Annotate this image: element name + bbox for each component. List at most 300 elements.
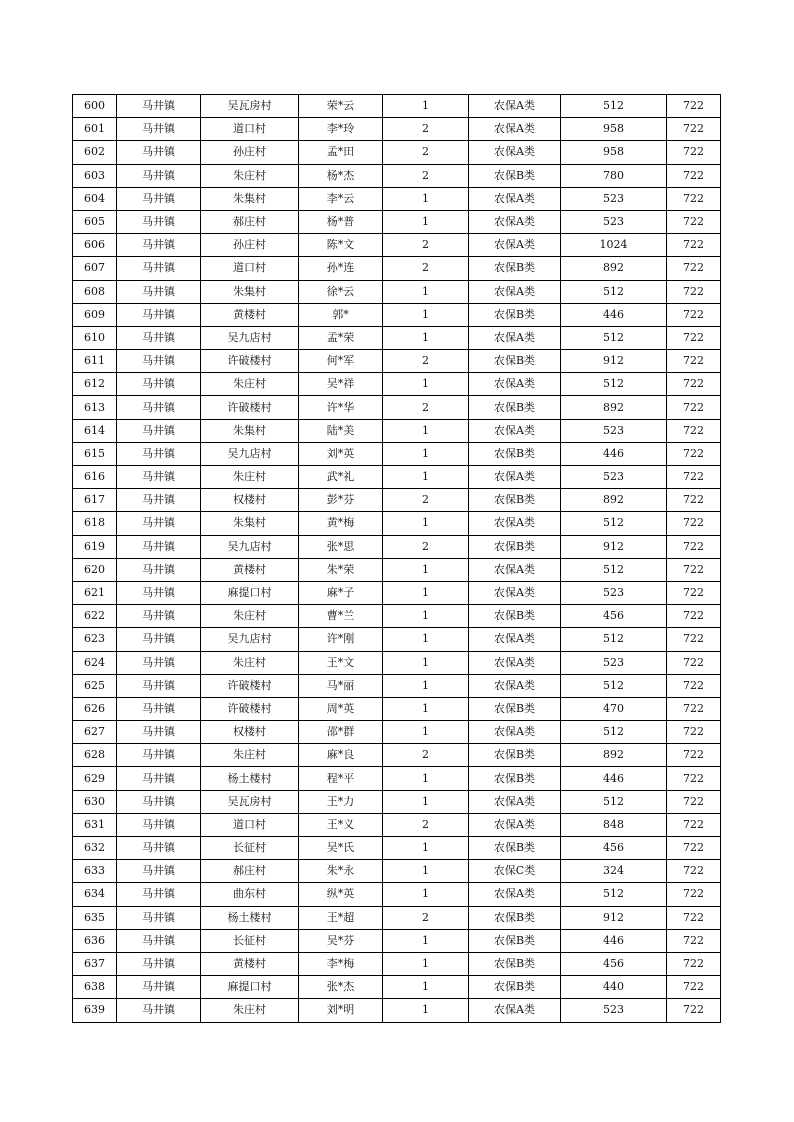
table-row [73, 442, 721, 465]
standard-cell: 722 [667, 697, 721, 720]
village-cell: 杨土楼村 [201, 767, 299, 790]
standard-cell: 722 [667, 326, 721, 349]
row-number-cell: 624 [73, 651, 117, 674]
category-cell: 农保A类 [469, 234, 561, 257]
table-row [73, 790, 721, 813]
village-cell: 权楼村 [201, 489, 299, 512]
category-cell: 农保B类 [469, 744, 561, 767]
village-cell: 朱庄村 [201, 466, 299, 489]
table-row [73, 141, 721, 164]
town-cell: 马井镇 [117, 95, 201, 118]
count-cell: 1 [383, 860, 469, 883]
town-cell: 马井镇 [117, 906, 201, 929]
town-cell: 马井镇 [117, 860, 201, 883]
count-cell: 1 [383, 605, 469, 628]
count-cell: 2 [383, 141, 469, 164]
name-cell: 王*义 [299, 813, 383, 836]
row-number-cell: 637 [73, 952, 117, 975]
count-cell: 1 [383, 976, 469, 999]
table-row [73, 837, 721, 860]
village-cell: 曲东村 [201, 883, 299, 906]
amount-cell: 848 [561, 813, 667, 836]
village-cell: 杨土楼村 [201, 906, 299, 929]
category-cell: 农保A类 [469, 187, 561, 210]
table-row [73, 489, 721, 512]
table-row [73, 95, 721, 118]
count-cell: 1 [383, 674, 469, 697]
table-row [73, 813, 721, 836]
category-cell: 农保B类 [469, 906, 561, 929]
town-cell: 马井镇 [117, 350, 201, 373]
amount-cell: 892 [561, 257, 667, 280]
category-cell: 农保B类 [469, 303, 561, 326]
category-cell: 农保C类 [469, 860, 561, 883]
standard-cell: 722 [667, 860, 721, 883]
village-cell: 吴九店村 [201, 628, 299, 651]
row-number-cell: 609 [73, 303, 117, 326]
row-number-cell: 622 [73, 605, 117, 628]
town-cell: 马井镇 [117, 605, 201, 628]
standard-cell: 722 [667, 257, 721, 280]
count-cell: 1 [383, 697, 469, 720]
amount-cell: 512 [561, 512, 667, 535]
category-cell: 农保A类 [469, 790, 561, 813]
standard-cell: 722 [667, 929, 721, 952]
amount-cell: 456 [561, 952, 667, 975]
standard-cell: 722 [667, 581, 721, 604]
village-cell: 朱庄村 [201, 651, 299, 674]
village-cell: 朱集村 [201, 187, 299, 210]
amount-cell: 1024 [561, 234, 667, 257]
count-cell: 2 [383, 257, 469, 280]
table-row [73, 326, 721, 349]
village-cell: 郝庄村 [201, 210, 299, 233]
row-number-cell: 619 [73, 535, 117, 558]
row-number-cell: 625 [73, 674, 117, 697]
category-cell: 农保B类 [469, 605, 561, 628]
standard-cell: 722 [667, 419, 721, 442]
row-number-cell: 623 [73, 628, 117, 651]
category-cell: 农保A类 [469, 419, 561, 442]
count-cell: 2 [383, 234, 469, 257]
town-cell: 马井镇 [117, 976, 201, 999]
table-row [73, 558, 721, 581]
category-cell: 农保B类 [469, 767, 561, 790]
name-cell: 王*超 [299, 906, 383, 929]
table-row [73, 952, 721, 975]
town-cell: 马井镇 [117, 929, 201, 952]
category-cell: 农保A类 [469, 373, 561, 396]
village-cell: 麻提口村 [201, 581, 299, 604]
category-cell: 农保A类 [469, 512, 561, 535]
table-row [73, 860, 721, 883]
village-cell: 许破楼村 [201, 350, 299, 373]
amount-cell: 446 [561, 442, 667, 465]
village-cell: 道口村 [201, 118, 299, 141]
name-cell: 朱*永 [299, 860, 383, 883]
name-cell: 程*平 [299, 767, 383, 790]
village-cell: 吴九店村 [201, 326, 299, 349]
table-row [73, 466, 721, 489]
category-cell: 农保B类 [469, 535, 561, 558]
count-cell: 1 [383, 883, 469, 906]
town-cell: 马井镇 [117, 535, 201, 558]
table-row [73, 674, 721, 697]
table-row [73, 628, 721, 651]
table-row [73, 929, 721, 952]
count-cell: 1 [383, 187, 469, 210]
count-cell: 2 [383, 118, 469, 141]
standard-cell: 722 [667, 721, 721, 744]
category-cell: 农保A类 [469, 326, 561, 349]
name-cell: 孙*连 [299, 257, 383, 280]
name-cell: 陆*美 [299, 419, 383, 442]
count-cell: 1 [383, 95, 469, 118]
row-number-cell: 614 [73, 419, 117, 442]
count-cell: 1 [383, 419, 469, 442]
row-number-cell: 638 [73, 976, 117, 999]
town-cell: 马井镇 [117, 883, 201, 906]
amount-cell: 512 [561, 674, 667, 697]
village-cell: 吴九店村 [201, 442, 299, 465]
town-cell: 马井镇 [117, 999, 201, 1022]
count-cell: 1 [383, 442, 469, 465]
amount-cell: 456 [561, 605, 667, 628]
standard-cell: 722 [667, 651, 721, 674]
count-cell: 2 [383, 535, 469, 558]
town-cell: 马井镇 [117, 581, 201, 604]
table-row [73, 373, 721, 396]
count-cell: 2 [383, 396, 469, 419]
amount-cell: 456 [561, 837, 667, 860]
village-cell: 黄楼村 [201, 558, 299, 581]
count-cell: 1 [383, 721, 469, 744]
name-cell: 李*梅 [299, 952, 383, 975]
row-number-cell: 635 [73, 906, 117, 929]
table-row [73, 419, 721, 442]
table-row [73, 581, 721, 604]
amount-cell: 512 [561, 883, 667, 906]
table-row [73, 512, 721, 535]
amount-cell: 912 [561, 535, 667, 558]
standard-cell: 722 [667, 303, 721, 326]
count-cell: 1 [383, 790, 469, 813]
village-cell: 朱集村 [201, 280, 299, 303]
count-cell: 1 [383, 512, 469, 535]
count-cell: 2 [383, 489, 469, 512]
amount-cell: 912 [561, 350, 667, 373]
village-cell: 朱庄村 [201, 605, 299, 628]
town-cell: 马井镇 [117, 558, 201, 581]
name-cell: 荣*云 [299, 95, 383, 118]
row-number-cell: 627 [73, 721, 117, 744]
table-row [73, 118, 721, 141]
town-cell: 马井镇 [117, 837, 201, 860]
row-number-cell: 616 [73, 466, 117, 489]
records-table-body [73, 95, 721, 1023]
amount-cell: 512 [561, 628, 667, 651]
count-cell: 1 [383, 326, 469, 349]
table-row [73, 651, 721, 674]
name-cell: 吴*芬 [299, 929, 383, 952]
amount-cell: 958 [561, 118, 667, 141]
table-row [73, 280, 721, 303]
town-cell: 马井镇 [117, 721, 201, 744]
count-cell: 1 [383, 303, 469, 326]
village-cell: 吴瓦房村 [201, 790, 299, 813]
count-cell: 1 [383, 628, 469, 651]
town-cell: 马井镇 [117, 303, 201, 326]
table-row [73, 976, 721, 999]
standard-cell: 722 [667, 512, 721, 535]
standard-cell: 722 [667, 95, 721, 118]
count-cell: 2 [383, 744, 469, 767]
table-row [73, 234, 721, 257]
category-cell: 农保A类 [469, 883, 561, 906]
name-cell: 刘*明 [299, 999, 383, 1022]
table-row [73, 697, 721, 720]
village-cell: 朱庄村 [201, 999, 299, 1022]
count-cell: 1 [383, 929, 469, 952]
standard-cell: 722 [667, 350, 721, 373]
amount-cell: 523 [561, 187, 667, 210]
amount-cell: 523 [561, 419, 667, 442]
village-cell: 孙庄村 [201, 234, 299, 257]
standard-cell: 722 [667, 489, 721, 512]
amount-cell: 446 [561, 929, 667, 952]
standard-cell: 722 [667, 396, 721, 419]
village-cell: 道口村 [201, 813, 299, 836]
row-number-cell: 621 [73, 581, 117, 604]
name-cell: 马*丽 [299, 674, 383, 697]
name-cell: 何*军 [299, 350, 383, 373]
amount-cell: 512 [561, 721, 667, 744]
village-cell: 长征村 [201, 929, 299, 952]
name-cell: 麻*子 [299, 581, 383, 604]
records-table [72, 94, 721, 1023]
town-cell: 马井镇 [117, 419, 201, 442]
amount-cell: 523 [561, 999, 667, 1022]
row-number-cell: 604 [73, 187, 117, 210]
table-row [73, 303, 721, 326]
category-cell: 农保B类 [469, 697, 561, 720]
category-cell: 农保B类 [469, 164, 561, 187]
category-cell: 农保B类 [469, 837, 561, 860]
table-row [73, 535, 721, 558]
village-cell: 长征村 [201, 837, 299, 860]
town-cell: 马井镇 [117, 396, 201, 419]
category-cell: 农保A类 [469, 210, 561, 233]
row-number-cell: 626 [73, 697, 117, 720]
table-row [73, 906, 721, 929]
row-number-cell: 600 [73, 95, 117, 118]
village-cell: 朱庄村 [201, 164, 299, 187]
amount-cell: 512 [561, 280, 667, 303]
row-number-cell: 634 [73, 883, 117, 906]
standard-cell: 722 [667, 837, 721, 860]
amount-cell: 446 [561, 303, 667, 326]
amount-cell: 958 [561, 141, 667, 164]
town-cell: 马井镇 [117, 164, 201, 187]
name-cell: 朱*荣 [299, 558, 383, 581]
category-cell: 农保A类 [469, 466, 561, 489]
amount-cell: 440 [561, 976, 667, 999]
row-number-cell: 628 [73, 744, 117, 767]
name-cell: 陈*文 [299, 234, 383, 257]
village-cell: 孙庄村 [201, 141, 299, 164]
standard-cell: 722 [667, 883, 721, 906]
count-cell: 1 [383, 558, 469, 581]
town-cell: 马井镇 [117, 651, 201, 674]
table-row [73, 164, 721, 187]
standard-cell: 722 [667, 976, 721, 999]
amount-cell: 523 [561, 581, 667, 604]
row-number-cell: 612 [73, 373, 117, 396]
table-row [73, 883, 721, 906]
row-number-cell: 617 [73, 489, 117, 512]
standard-cell: 722 [667, 466, 721, 489]
name-cell: 王*文 [299, 651, 383, 674]
town-cell: 马井镇 [117, 466, 201, 489]
standard-cell: 722 [667, 558, 721, 581]
row-number-cell: 611 [73, 350, 117, 373]
category-cell: 农保B类 [469, 976, 561, 999]
town-cell: 马井镇 [117, 512, 201, 535]
amount-cell: 512 [561, 790, 667, 813]
village-cell: 许破楼村 [201, 697, 299, 720]
amount-cell: 892 [561, 489, 667, 512]
category-cell: 农保A类 [469, 813, 561, 836]
name-cell: 张*思 [299, 535, 383, 558]
town-cell: 马井镇 [117, 141, 201, 164]
town-cell: 马井镇 [117, 628, 201, 651]
table-row [73, 210, 721, 233]
row-number-cell: 618 [73, 512, 117, 535]
village-cell: 吴九店村 [201, 535, 299, 558]
standard-cell: 722 [667, 952, 721, 975]
town-cell: 马井镇 [117, 744, 201, 767]
count-cell: 1 [383, 651, 469, 674]
village-cell: 朱集村 [201, 512, 299, 535]
row-number-cell: 631 [73, 813, 117, 836]
category-cell: 农保A类 [469, 118, 561, 141]
table-row [73, 744, 721, 767]
name-cell: 许*刚 [299, 628, 383, 651]
name-cell: 杨*普 [299, 210, 383, 233]
count-cell: 2 [383, 813, 469, 836]
town-cell: 马井镇 [117, 280, 201, 303]
town-cell: 马井镇 [117, 118, 201, 141]
town-cell: 马井镇 [117, 489, 201, 512]
amount-cell: 523 [561, 651, 667, 674]
village-cell: 麻提口村 [201, 976, 299, 999]
name-cell: 许*华 [299, 396, 383, 419]
row-number-cell: 633 [73, 860, 117, 883]
amount-cell: 892 [561, 396, 667, 419]
count-cell: 1 [383, 373, 469, 396]
name-cell: 王*力 [299, 790, 383, 813]
standard-cell: 722 [667, 767, 721, 790]
village-cell: 许破楼村 [201, 674, 299, 697]
name-cell: 刘*英 [299, 442, 383, 465]
village-cell: 吴瓦房村 [201, 95, 299, 118]
row-number-cell: 632 [73, 837, 117, 860]
amount-cell: 892 [561, 744, 667, 767]
standard-cell: 722 [667, 813, 721, 836]
row-number-cell: 636 [73, 929, 117, 952]
standard-cell: 722 [667, 210, 721, 233]
name-cell: 杨*杰 [299, 164, 383, 187]
row-number-cell: 607 [73, 257, 117, 280]
row-number-cell: 608 [73, 280, 117, 303]
amount-cell: 912 [561, 906, 667, 929]
standard-cell: 722 [667, 442, 721, 465]
table-row [73, 605, 721, 628]
category-cell: 农保B类 [469, 442, 561, 465]
amount-cell: 512 [561, 558, 667, 581]
standard-cell: 722 [667, 605, 721, 628]
standard-cell: 722 [667, 234, 721, 257]
category-cell: 农保A类 [469, 999, 561, 1022]
town-cell: 马井镇 [117, 442, 201, 465]
amount-cell: 470 [561, 697, 667, 720]
table-row [73, 721, 721, 744]
name-cell: 李*玲 [299, 118, 383, 141]
standard-cell: 722 [667, 744, 721, 767]
category-cell: 农保B类 [469, 396, 561, 419]
category-cell: 农保A类 [469, 674, 561, 697]
town-cell: 马井镇 [117, 790, 201, 813]
standard-cell: 722 [667, 674, 721, 697]
name-cell: 张*杰 [299, 976, 383, 999]
count-cell: 1 [383, 952, 469, 975]
town-cell: 马井镇 [117, 697, 201, 720]
row-number-cell: 601 [73, 118, 117, 141]
category-cell: 农保A类 [469, 280, 561, 303]
name-cell: 徐*云 [299, 280, 383, 303]
standard-cell: 722 [667, 118, 721, 141]
row-number-cell: 603 [73, 164, 117, 187]
name-cell: 周*英 [299, 697, 383, 720]
town-cell: 马井镇 [117, 767, 201, 790]
count-cell: 1 [383, 466, 469, 489]
village-cell: 权楼村 [201, 721, 299, 744]
name-cell: 孟*田 [299, 141, 383, 164]
table-row [73, 396, 721, 419]
name-cell: 邵*群 [299, 721, 383, 744]
count-cell: 1 [383, 837, 469, 860]
standard-cell: 722 [667, 280, 721, 303]
category-cell: 农保B类 [469, 489, 561, 512]
name-cell: 麻*良 [299, 744, 383, 767]
category-cell: 农保A类 [469, 651, 561, 674]
village-cell: 黄楼村 [201, 303, 299, 326]
row-number-cell: 613 [73, 396, 117, 419]
standard-cell: 722 [667, 187, 721, 210]
name-cell: 曹*兰 [299, 605, 383, 628]
standard-cell: 722 [667, 790, 721, 813]
count-cell: 1 [383, 210, 469, 233]
row-number-cell: 606 [73, 234, 117, 257]
row-number-cell: 605 [73, 210, 117, 233]
standard-cell: 722 [667, 535, 721, 558]
town-cell: 马井镇 [117, 187, 201, 210]
town-cell: 马井镇 [117, 257, 201, 280]
amount-cell: 780 [561, 164, 667, 187]
category-cell: 农保A类 [469, 95, 561, 118]
row-number-cell: 602 [73, 141, 117, 164]
standard-cell: 722 [667, 628, 721, 651]
